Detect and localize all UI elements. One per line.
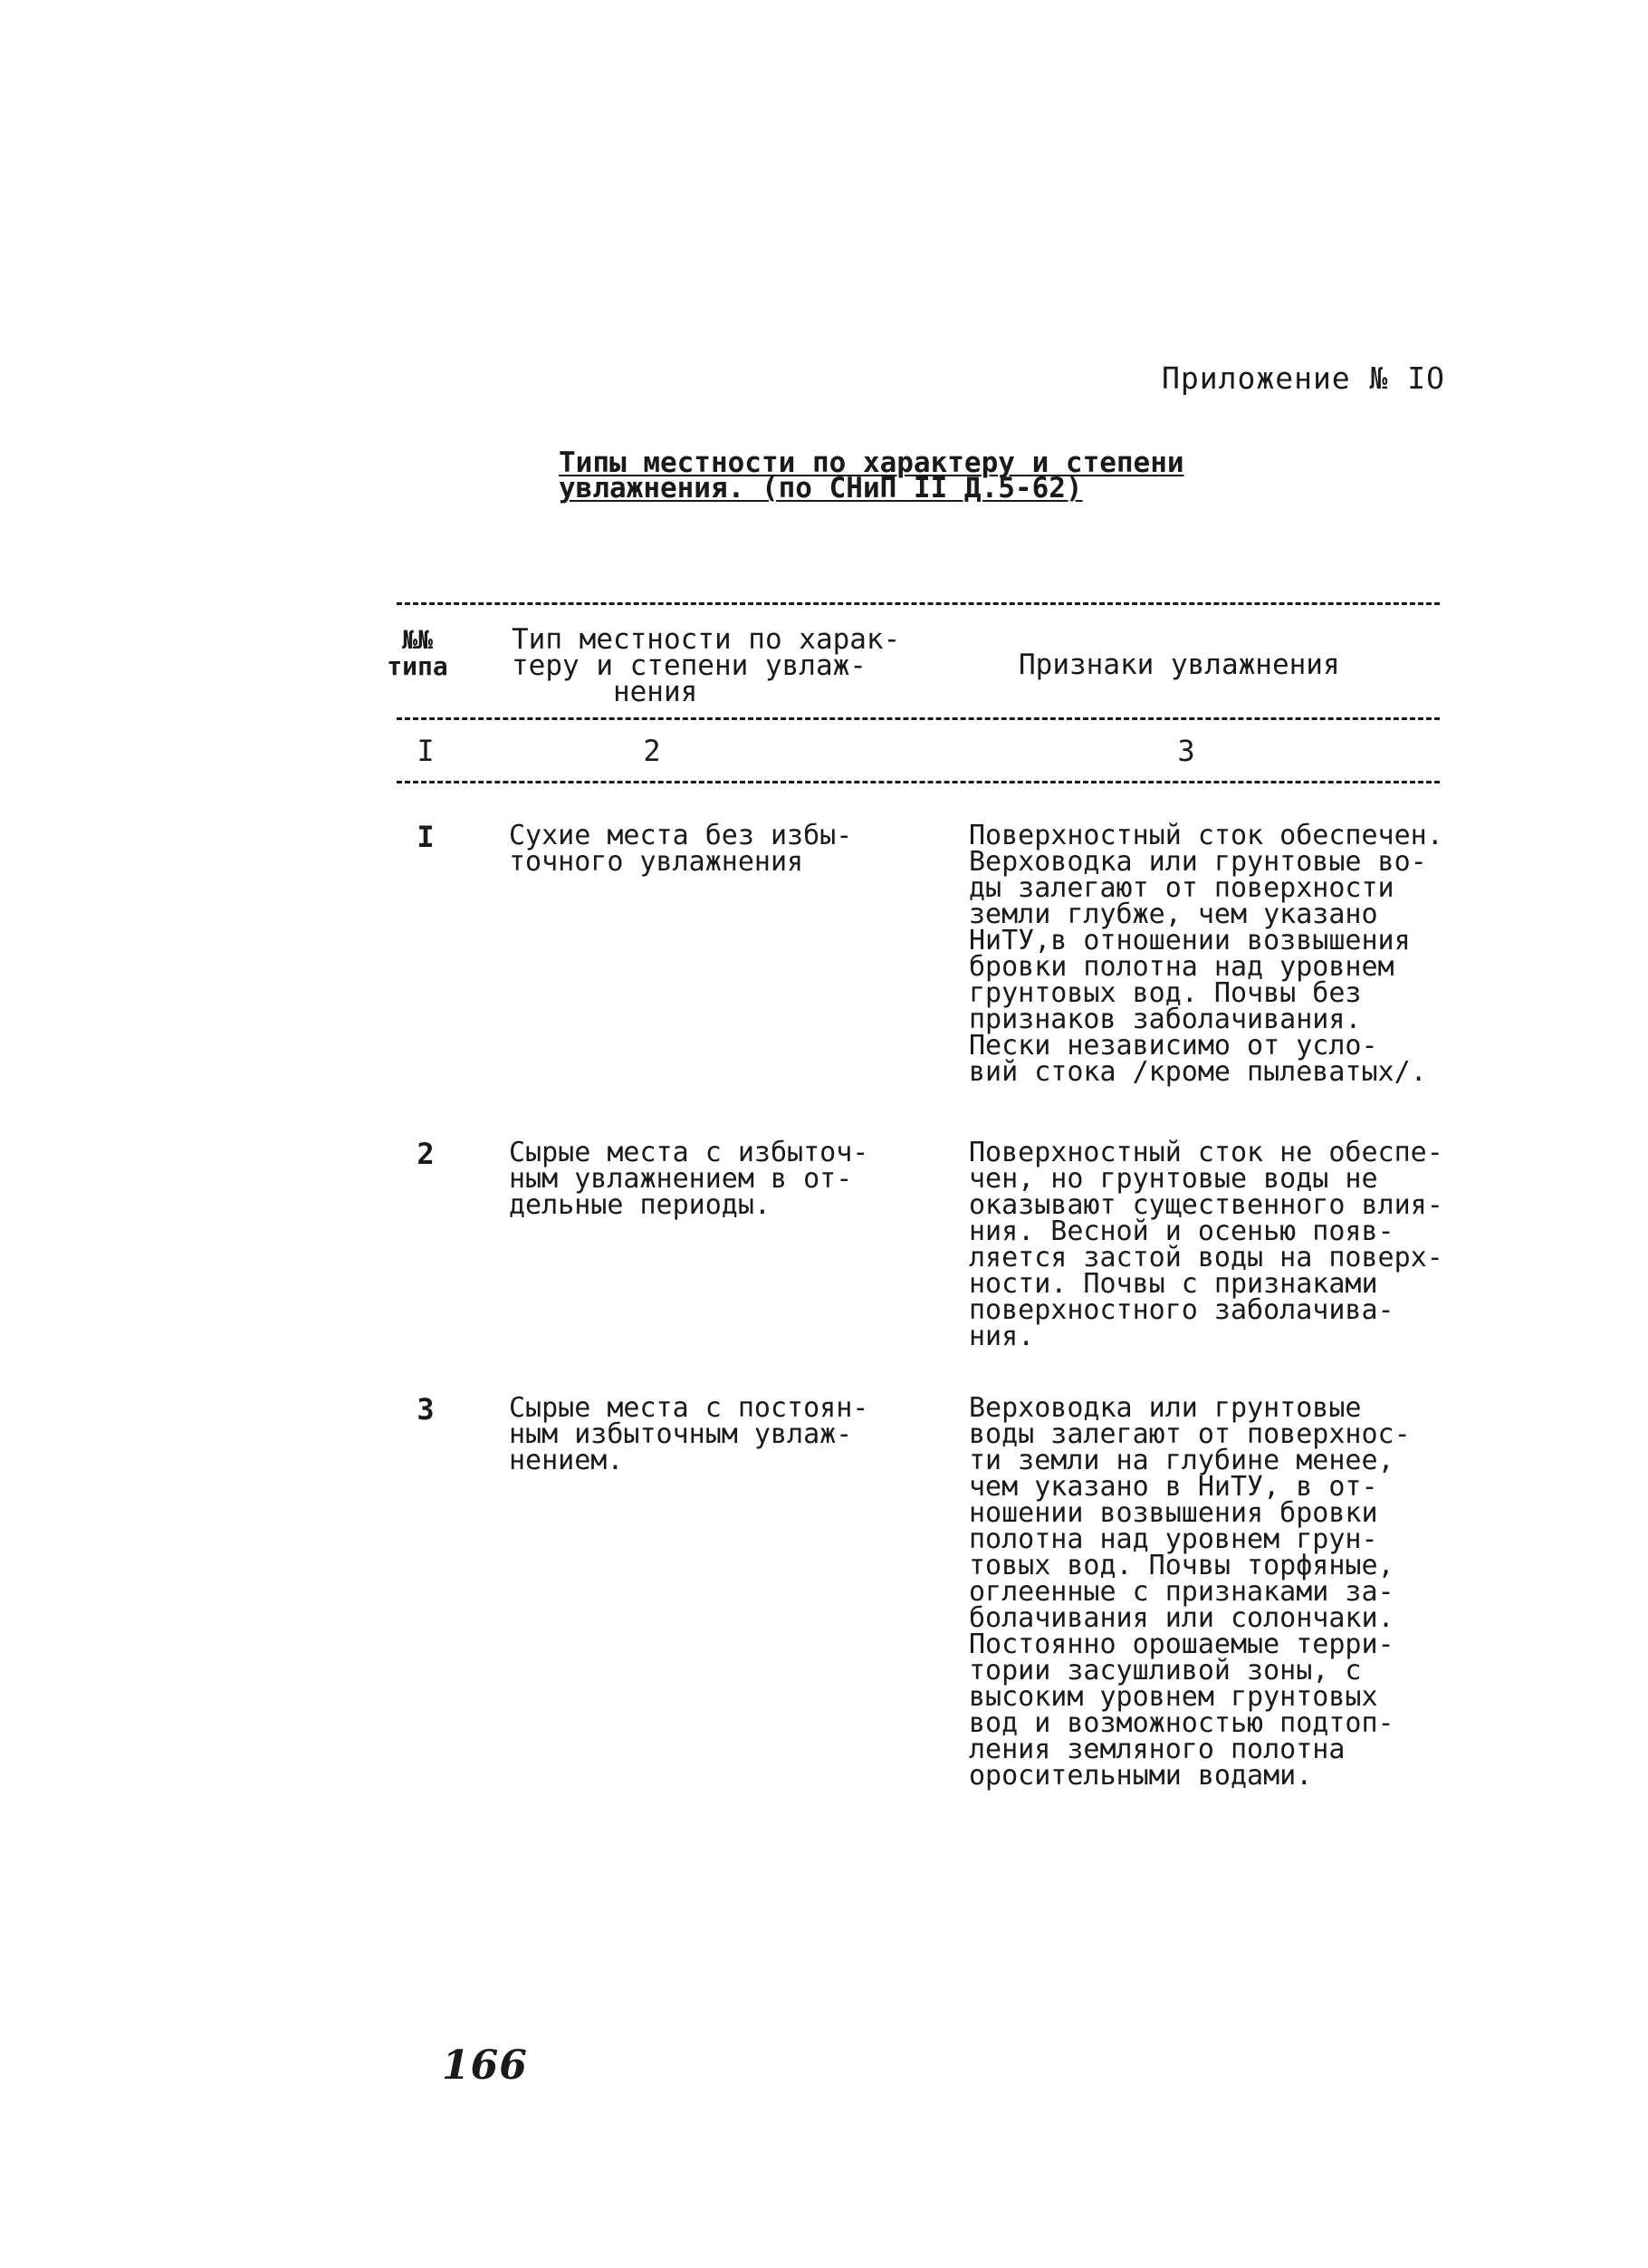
column-header-number: №№ типа xyxy=(387,625,448,681)
document-title xyxy=(559,447,1184,505)
title-line-2: увлажнения. (по СНиП II Д.5-62) xyxy=(559,472,1083,505)
header-rule xyxy=(397,717,1440,720)
column-header-type: Тип местности по харак- теру и степени увлаж- нения xyxy=(512,623,901,708)
table-row-3-number: 3 xyxy=(417,1392,435,1427)
column-header-signs: Признаки увлажнения xyxy=(1019,649,1340,681)
table-row-1-number: I xyxy=(417,820,435,854)
column-number-rule xyxy=(397,781,1440,783)
title-line-1: Типы местности по характеру и степени xyxy=(559,447,1184,479)
table-row-1-signs: Поверхностный сток обеспечен. Верховодка или грунтовые во- ды залегают от поверхности земли глубже, чем указано НиТУ,в отношении возвышения бровки полотна над уровнем грунтовых вод. Почвы без признаков заболачивания. Пески независимо от усло- вий стока /кроме пылеватых/. xyxy=(969,820,1443,1088)
table-row-3-type: Сырые места с постоян- ным избыточным увлаж- нением. xyxy=(509,1392,869,1476)
appendix-label: Приложение № IO xyxy=(1162,360,1446,396)
column-number-1: I xyxy=(417,734,435,768)
table-row-2-signs: Поверхностный сток не обеспе- чен, но грунтовые воды не оказывают существенного влия- ния. Весной и осенью появ- ляется застой воды на поверх- ности. Почвы с признаками поверхностного заболачива- ния. xyxy=(969,1137,1443,1352)
column-number-3: 3 xyxy=(1177,734,1195,768)
column-number-2: 2 xyxy=(643,734,661,768)
table-top-rule xyxy=(397,602,1440,605)
page-number: 166 xyxy=(442,2042,528,2089)
table-row-2-number: 2 xyxy=(417,1137,435,1171)
table-row-3-signs: Верховодка или грунтовые воды залегают от поверхнос- ти земли на глубине менее, чем указано в НиТУ, в от- ношении возвышения бровки полотна над уровнем грун- товых вод. Почвы торфяные, оглеенные с признаками за- болачивания или солончаки. Постоянно орошаемые терри- тории засушливой зоны, с высоким уровнем грунтовых вод и возможностью подтоп- ления земляного полотна оросительными водами. xyxy=(969,1392,1411,1792)
table-row-2-type: Сырые места с избыточ- ным увлажнением в от- дельные периоды. xyxy=(509,1137,869,1221)
table-row-1-type: Сухие места без избы- точного увлажнения xyxy=(509,820,853,878)
